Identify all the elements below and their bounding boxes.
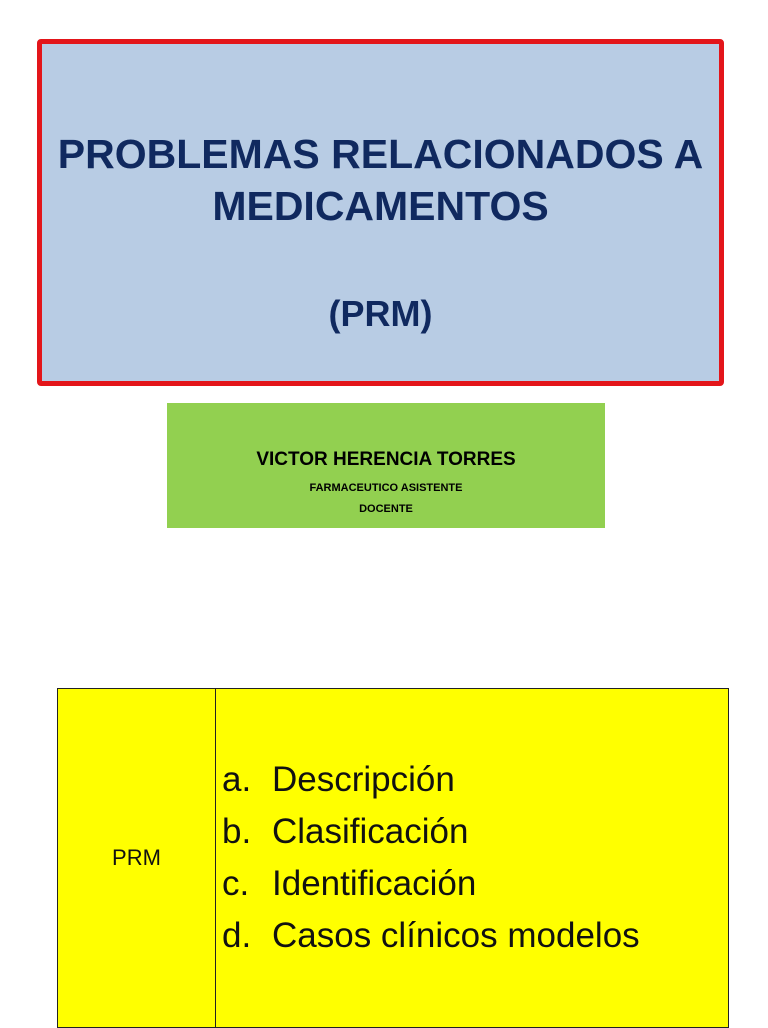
item-text: Clasificación bbox=[272, 812, 469, 851]
item-text: Identificación bbox=[272, 864, 477, 903]
list-item bbox=[222, 910, 728, 962]
topics-label: PRM bbox=[112, 845, 161, 870]
author-role: FARMACEUTICO ASISTENTE bbox=[309, 482, 463, 494]
list-item bbox=[222, 858, 728, 910]
topics-label-cell bbox=[58, 689, 216, 1028]
item-marker: b. bbox=[222, 812, 252, 851]
title-box bbox=[37, 39, 724, 386]
topics-list bbox=[216, 754, 728, 962]
author-name: VICTOR HERENCIA TORRES bbox=[256, 449, 516, 470]
item-text: Casos clínicos modelos bbox=[272, 916, 640, 955]
topics-items-cell bbox=[216, 689, 729, 1028]
list-item bbox=[222, 754, 728, 806]
author-box bbox=[167, 403, 605, 528]
author-position: DOCENTE bbox=[359, 503, 413, 515]
document-title bbox=[42, 128, 719, 232]
item-text: Descripción bbox=[272, 760, 455, 799]
table-row bbox=[58, 689, 729, 1028]
title-abbreviation: (PRM) bbox=[328, 293, 433, 334]
list-item bbox=[222, 806, 728, 858]
item-marker: a. bbox=[222, 760, 252, 799]
topics-table bbox=[57, 688, 729, 1028]
item-marker: c. bbox=[222, 864, 250, 903]
title-line-2: MEDICAMENTOS bbox=[212, 183, 549, 229]
item-marker: d. bbox=[222, 916, 252, 955]
title-line-1: PROBLEMAS RELACIONADOS A bbox=[57, 131, 704, 177]
